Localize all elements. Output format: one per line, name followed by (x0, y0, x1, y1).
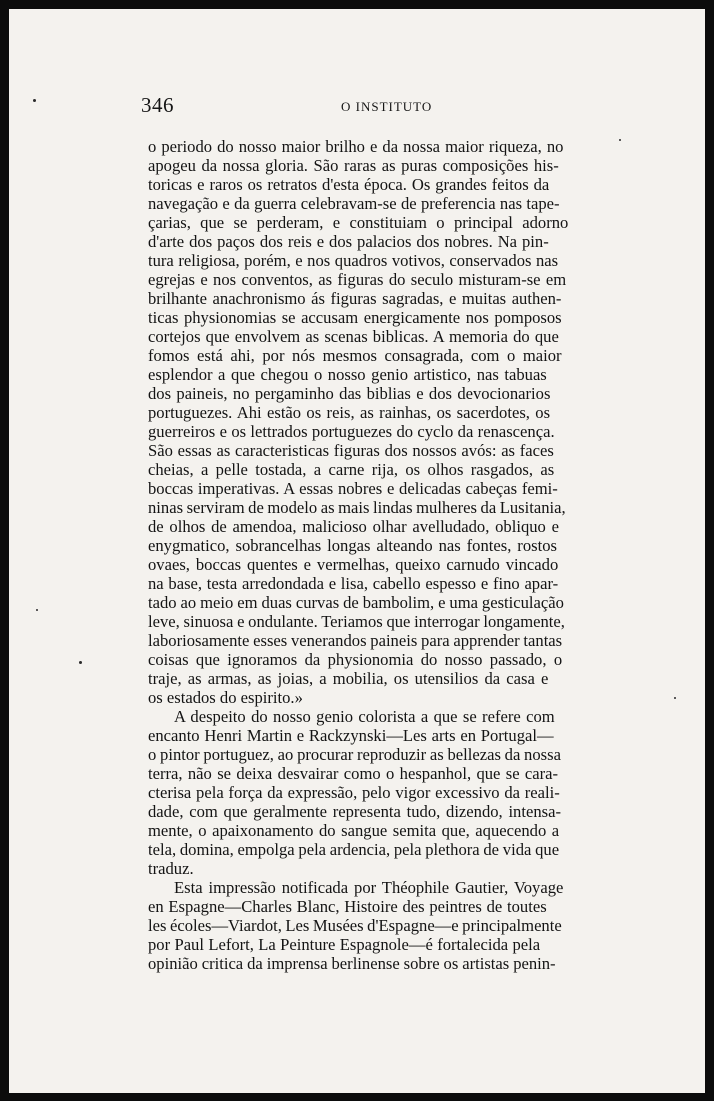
scan-speck (79, 661, 82, 664)
text-line: Esta impressão notificada por Théophile Gautier, Voyage (174, 878, 564, 897)
text-line: mente, o apaixonamento do sangue semita que, aquecendo a (148, 821, 560, 840)
text-line: d'arte dos paços dos reis e dos palacios dos nobres. Na pin- (148, 232, 549, 251)
text-line: çarias, que se perderam, e constituiam o principal adorno (148, 213, 569, 232)
text-line: traduz. (148, 859, 194, 878)
text-line: terra, não se deixa desvairar como o hespanhol, que se cara- (148, 764, 559, 783)
scan-speck (36, 609, 38, 611)
text-line: tura religiosa, porém, e nos quadros votivos, conservados nas (148, 251, 559, 270)
text-line: ovaes, boccas quentes e vermelhas, queixo carnudo vincado (148, 555, 559, 574)
text-line: cterisa pela força da expressão, pelo vigor excessivo da reali- (148, 783, 560, 802)
text-line: leve, sinuosa e ondulante. Teriamos que interrogar longamente, (148, 612, 565, 631)
text-line: ticas physionomias se accusam energicamente nos pomposos (148, 308, 562, 327)
text-line: brilhante anachronismo ás figuras sagradas, e muitas authen- (148, 289, 562, 308)
text-line: en Espagne—Charles Blanc, Histoire des peintres de toutes (148, 897, 547, 916)
text-line: apogeu da nossa gloria. São raras as puras composições his- (148, 156, 559, 175)
text-line: São essas as caracteristicas figuras dos nossos avós: as faces (148, 441, 554, 460)
text-line: tado ao meio em duas curvas de bambolim, e uma gesticulação (148, 593, 564, 612)
text-line: cheias, a pelle tostada, a carne rija, os olhos rasgados, as (148, 460, 555, 479)
text-line: les écoles—Viardot, Les Musées d'Espagne—e principalmente (148, 916, 562, 935)
running-title: O INSTITUTO (341, 99, 433, 114)
text-line: dade, com que geralmente representa tudo, dizendo, intensa- (148, 802, 561, 821)
text-line: de olhos de amendoa, malicioso olhar avelludado, obliquo e (148, 517, 559, 536)
text-line: ninas serviram de modelo as mais lindas mulheres da Lusitania, (148, 498, 566, 517)
scan-speck (619, 139, 621, 141)
book-page (9, 9, 705, 1093)
text-line: o periodo do nosso maior brilho e da nossa maior riqueza, no (148, 137, 564, 156)
text-line: fomos está ahi, por nós mesmos consagrada, com o maior (148, 346, 562, 365)
text-line: laboriosamente esses venerandos paineis para apprender tantas (148, 631, 563, 650)
text-line: portuguezes. Ahi estão os reis, as rainhas, os sacerdotes, os (148, 403, 551, 422)
text-line: boccas imperativas. A essas nobres e delicadas cabeças femi- (148, 479, 558, 498)
text-line: por Paul Lefort, La Peinture Espagnole—é fortalecida pela (148, 935, 541, 954)
text-line: A despeito do nosso genio colorista a que se refere com (174, 707, 555, 726)
text-line: guerreiros e os lettrados portuguezes do cyclo da renascença. (148, 422, 555, 441)
text-line: coisas que ignoramos da physionomia do nosso passado, o (148, 650, 563, 669)
text-line: enygmatico, sobrancelhas longas alteando nas fontes, rostos (148, 536, 557, 555)
text-line: esplendor a que chegou o nosso genio artistico, nas tabuas (148, 365, 547, 384)
text-line: na base, testa arredondada e lisa, cabello espesso e fino apar- (148, 574, 559, 593)
text-line: egrejas e nos conventos, as figuras do seculo misturam-se em (148, 270, 567, 289)
text-line: cortejos que envolvem as scenas biblicas. A memoria do que (148, 327, 559, 346)
text-line: encanto Henri Martin e Rackzynski—Les arts en Portugal— (148, 726, 554, 745)
text-line: opinião critica da imprensa berlinense sobre os artistas penin- (148, 954, 556, 973)
text-line: tela, domina, empolga pela ardencia, pela plethora de vida que (148, 840, 560, 859)
text-line: traje, as armas, as joias, a mobilia, os utensilios da casa e (148, 669, 549, 688)
scan-speck (33, 99, 36, 102)
scan-speck (674, 697, 676, 699)
text-line: dos paineis, no pergaminho das biblias e dos devocionarios (148, 384, 551, 403)
text-line: os estados do espirito.» (148, 688, 303, 707)
page-number: 346 (141, 93, 174, 117)
text-line: navegação e da guerra celebravam-se de preferencia nas tape- (148, 194, 560, 213)
text-line: o pintor portuguez, ao procurar reproduzir as bellezas da nossa (148, 745, 561, 764)
page-header (9, 93, 705, 117)
text-line: toricas e raros os retratos d'esta época. Os grandes feitos da (148, 175, 550, 194)
